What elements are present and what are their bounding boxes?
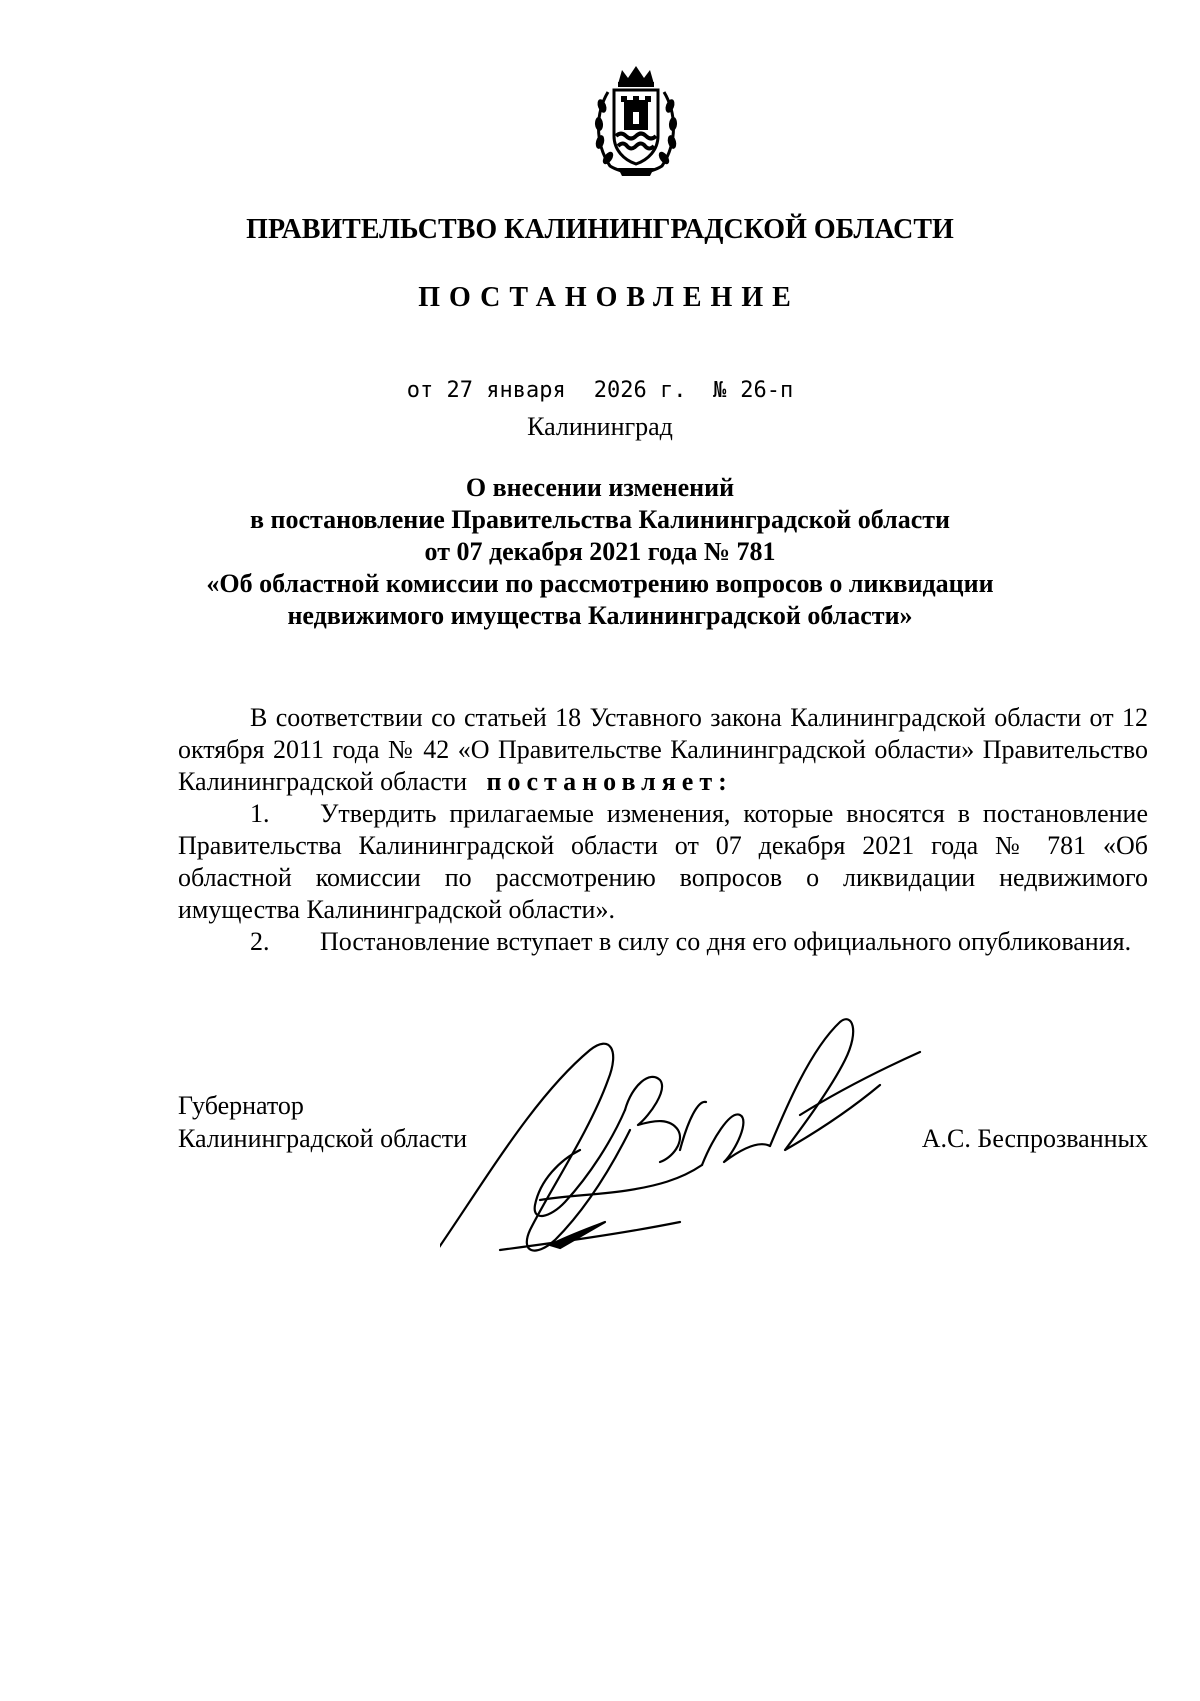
heading-line: О внесении изменений (465, 473, 735, 502)
document-body (178, 702, 1148, 958)
item-text: Постановление вступает в силу со дня его официального опубликования. (320, 927, 1132, 956)
item-number: 1. (250, 799, 270, 828)
document-type: ПОСТАНОВЛЕНИЕ (418, 282, 800, 313)
number-sign: № (712, 378, 727, 403)
heading-line: от 07 декабря 2021 года № 781 (424, 537, 776, 566)
decree-word: постановляет: (486, 767, 733, 796)
date-prefix: от (406, 378, 434, 403)
heading-line: недвижимого имущества Калининградской области» (287, 601, 913, 630)
position-line: Калининградской области (178, 1124, 468, 1153)
position-line: Губернатор (178, 1091, 304, 1120)
city: Калининград (527, 412, 673, 441)
government-title: ПРАВИТЕЛЬСТВО КАЛИНИНГРАДСКОЙ ОБЛАСТИ (246, 214, 954, 245)
date-day-month: 27 января (446, 378, 566, 403)
list-item (178, 798, 1148, 926)
list-item (178, 926, 1148, 958)
heading-line: «Об областной комиссии по рассмотрению вопросов о ликвидации (206, 569, 994, 598)
signer-name: А.С. Беспрозванных (921, 1124, 1148, 1153)
signer-position (178, 1089, 467, 1155)
item-number: 2. (250, 927, 270, 956)
kaliningrad-coat-of-arms-icon (588, 62, 684, 180)
document-number: 26-п (740, 378, 794, 403)
preamble-text: В соответствии со статьей 18 Уставного закона Калининградской области от 12 октября 2011 года № 42 «О Правительстве Калининградской области» Правительство Калининградской области (178, 703, 1148, 796)
preamble-paragraph (178, 702, 1148, 798)
document-date-number (0, 378, 1200, 403)
handwritten-signature-icon (440, 990, 940, 1290)
document-heading (0, 472, 1200, 632)
item-text: Утвердить прилагаемые изменения, которые вносятся в постановление Правительства Калининградской области от 07 декабря 2021 года № 781 «Об областной комиссии по рассмотрению вопросов о ликвидации недвижимого имущества Калининградской области». (178, 799, 1148, 924)
heading-line: в постановление Правительства Калининградской области (249, 505, 951, 534)
date-year: 2026 г. (593, 378, 687, 403)
